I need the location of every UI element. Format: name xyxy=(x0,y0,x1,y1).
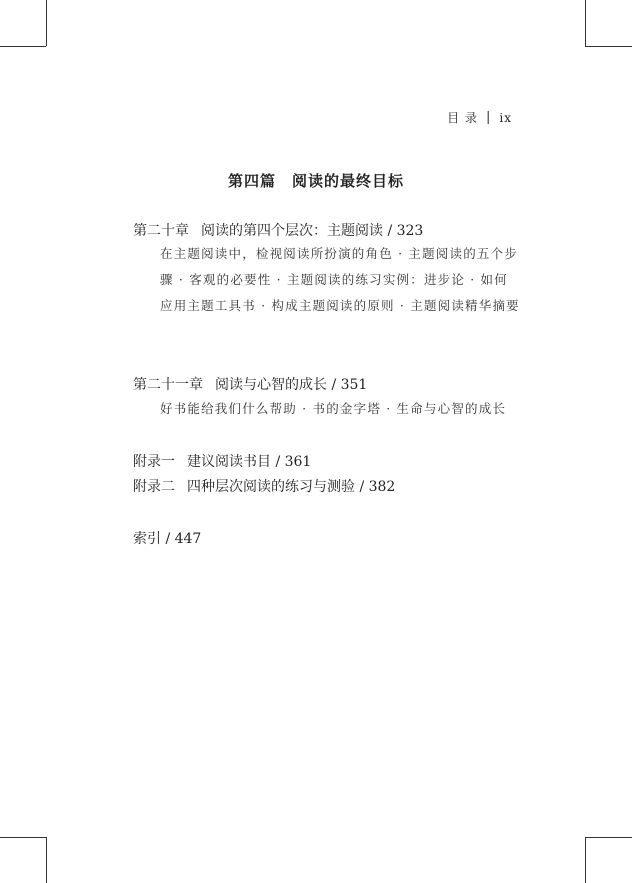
crop-mark xyxy=(0,46,46,47)
part-name: 阅读的最终目标 xyxy=(292,172,405,190)
toc-entry-chapter-20[interactable] xyxy=(133,220,423,240)
appendix-title: 四种层次阅读的练习与测验 / 382 xyxy=(187,479,396,495)
crop-mark xyxy=(585,0,586,46)
toc-entry-appendix-2[interactable] xyxy=(133,476,395,496)
toc-entry-chapter-21[interactable] xyxy=(133,374,367,394)
chapter-title: 阅读与心智的成长 / 351 xyxy=(215,377,368,393)
toc-entry-appendix-1[interactable] xyxy=(133,451,311,471)
chapter-title: 阅读的第四个层次：主题阅读 / 323 xyxy=(201,223,424,239)
crop-mark xyxy=(585,46,632,47)
appendix-label: 附录一 xyxy=(133,454,175,470)
part-number: 第四篇 xyxy=(227,172,276,190)
toc-entry-index[interactable] xyxy=(133,528,201,548)
index-label: 索引 / 447 xyxy=(133,531,202,547)
chapter-summary: 好书能给我们什么帮助 · 书的金字塔 · 生命与心智的成长 xyxy=(160,401,507,416)
running-header xyxy=(447,109,512,126)
appendix-label: 附录二 xyxy=(133,479,175,495)
chapter-summary: 在主题阅读中，检视阅读所扮演的角色 · 主题阅读的五个步骤 · 客观的必要性 · 主题阅读的练习实例：进步论 · 如何应用主题工具书 · 构成主题阅读的原则 · 主题阅读精华摘要 xyxy=(160,246,520,313)
page-number: ix xyxy=(499,110,512,125)
crop-mark xyxy=(585,837,632,838)
header-separator: | xyxy=(486,110,492,125)
part-title xyxy=(0,170,632,191)
crop-mark xyxy=(46,837,47,883)
chapter-label: 第二十一章 xyxy=(133,377,203,393)
crop-mark xyxy=(585,837,586,883)
crop-mark xyxy=(46,0,47,46)
chapter-label: 第二十章 xyxy=(133,223,189,239)
appendix-title: 建议阅读书目 / 361 xyxy=(187,454,312,470)
crop-mark xyxy=(0,837,46,838)
header-section: 目 录 xyxy=(447,111,478,125)
